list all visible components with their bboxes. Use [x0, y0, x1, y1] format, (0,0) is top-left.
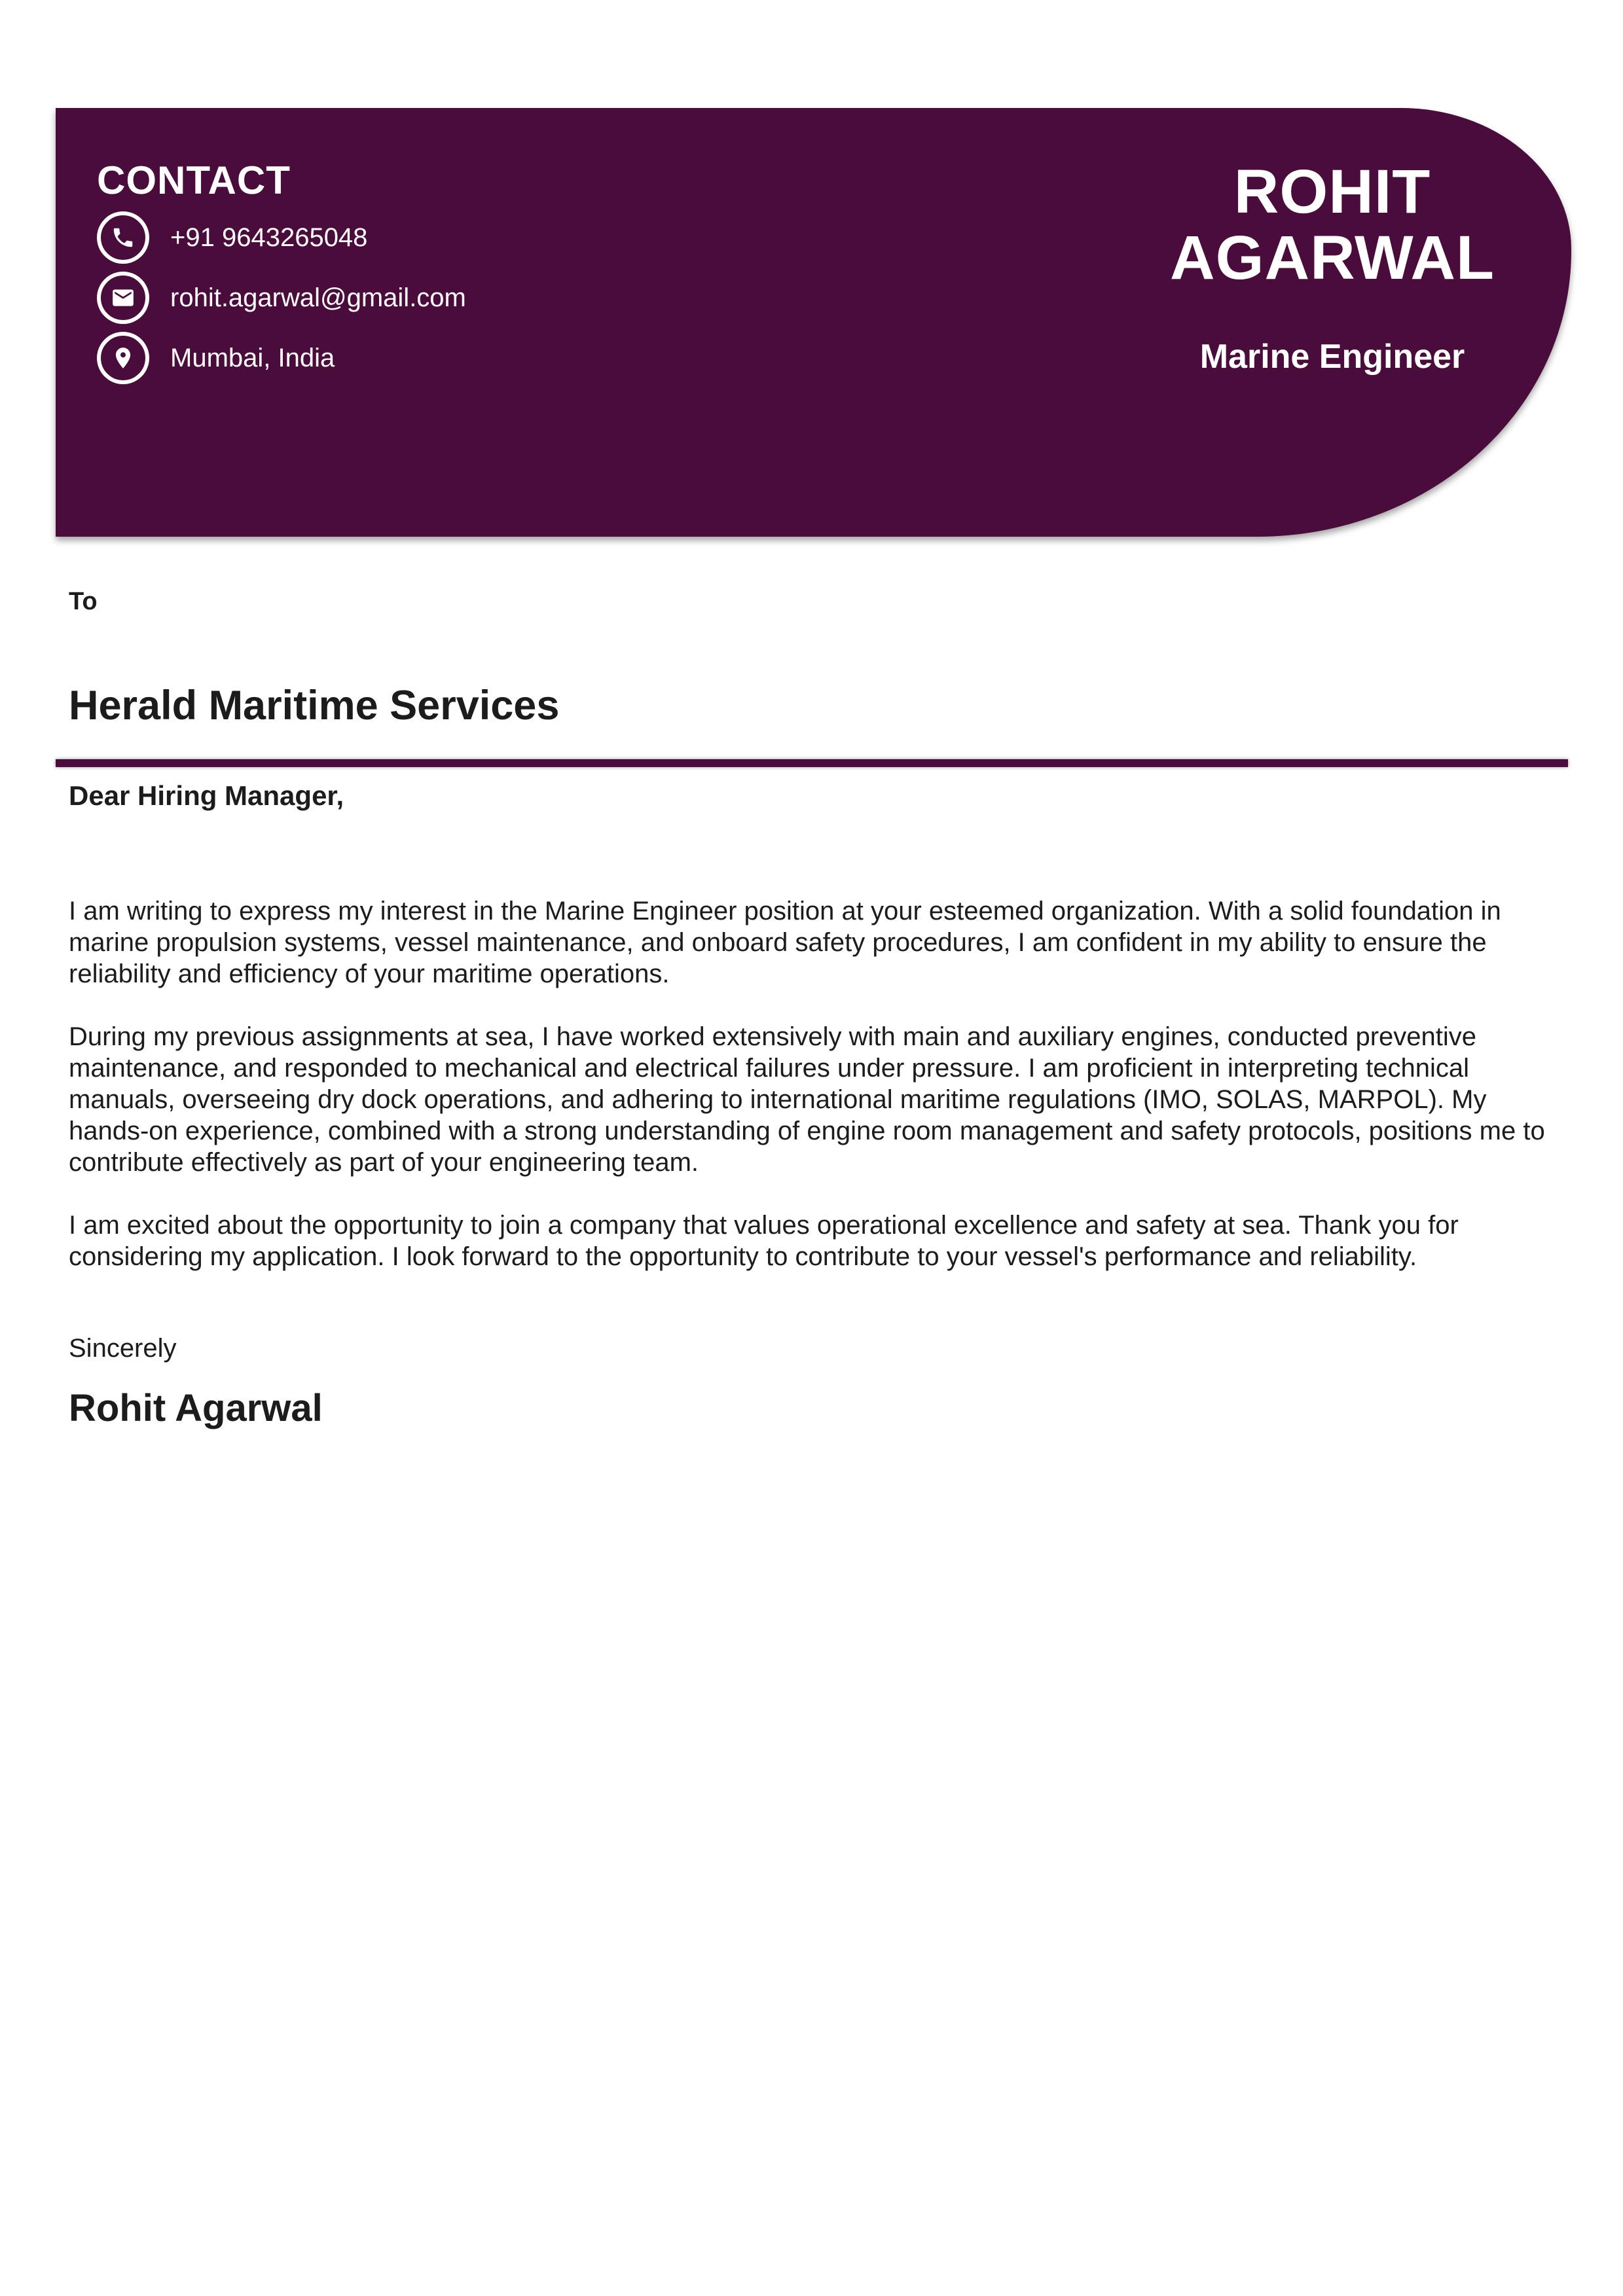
contact-location-text: Mumbai, India: [170, 344, 335, 372]
person-name: ROHIT AGARWAL: [1169, 157, 1495, 293]
phone-icon: [97, 211, 149, 264]
location-icon: [97, 332, 149, 384]
contact-heading: CONTACT: [97, 158, 291, 202]
letter-paragraph: I am excited about the opportunity to join a company that values operational excellence and safety at sea. Thank you for considering my application. I look forward to the opportunity to contribute to your vessel's performance and reliability.: [69, 1211, 1459, 1271]
name-block: [1077, 159, 1588, 375]
signature: Rohit Agarwal: [69, 1387, 323, 1429]
letter-paragraph: I am writing to express my interest in the Marine Engineer position at your esteemed organization. With a solid foundation in marine propulsion systems, vessel maintenance, and onboard safety procedures, I am confident in my ability to ensure the reliability and efficiency of your maritime operations.: [69, 897, 1501, 988]
salutation: Dear Hiring Manager,: [69, 780, 344, 811]
letter-body: [69, 895, 1561, 1304]
contact-item-email: [97, 272, 466, 324]
recipient-name: Herald Maritime Services: [69, 683, 560, 728]
contact-phone-text: +91 9643265048: [170, 223, 368, 252]
to-label: To: [69, 588, 98, 615]
contact-item-location: [97, 332, 466, 384]
closing: Sincerely: [69, 1334, 177, 1363]
letter-paragraph: During my previous assignments at sea, I have worked extensively with main and auxiliary engines, conducted preventive maintenance, and responded to mechanical and electrical failures under pressure. I am proficient in interpreting technical manuals, overseeing dry dock operations, and adhering to international maritime regulations (IMO, SOLAS, MARPOL). My hands-on experience, combined with a strong understanding of engine room management and safety protocols, positions me to contribute effectively as part of your engineering team.: [69, 1022, 1545, 1177]
divider-rule: [56, 759, 1568, 767]
contact-email-text: rohit.agarwal@gmail.com: [170, 283, 466, 312]
person-title: Marine Engineer: [1199, 338, 1465, 376]
email-icon: [97, 272, 149, 324]
header-band: [56, 108, 1571, 537]
contact-list: [97, 211, 466, 392]
contact-item-phone: [97, 211, 466, 264]
